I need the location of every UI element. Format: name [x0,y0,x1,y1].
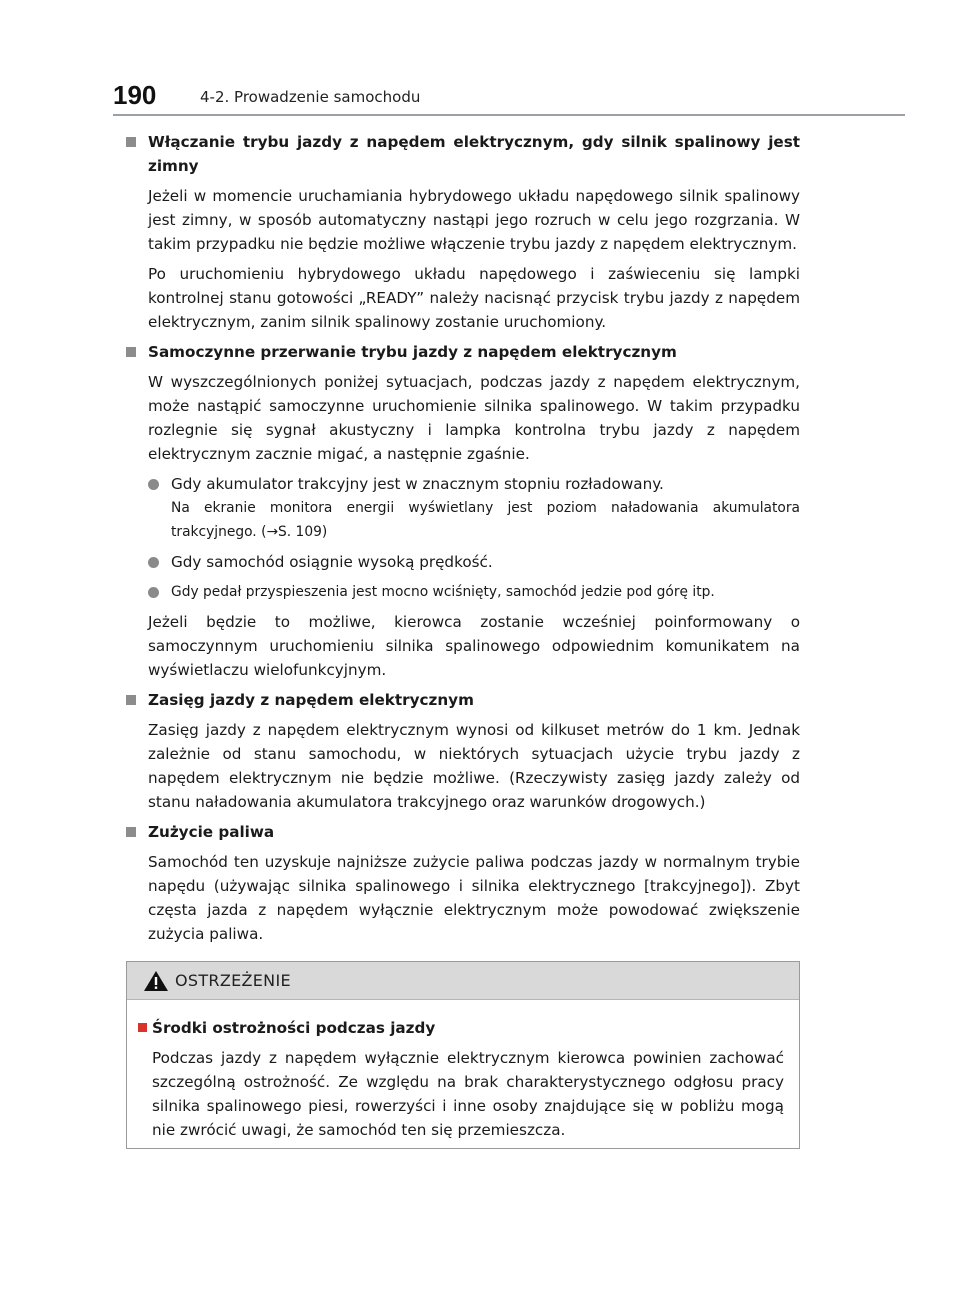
bullet-note: Na ekranie monitora energii wyświetlany jest poziom naładowania akumulatora trakcyjnego. (→S. 109) [171,500,800,540]
warning-title: Środki ostrożności podczas jazdy [152,1019,436,1037]
bullet-item [148,580,800,604]
main-content [126,130,800,952]
warning-box [126,961,800,1149]
bullet-dot-icon [148,479,159,490]
warning-label: OSTRZEŻENIE [175,971,291,990]
bullet-item [148,472,800,544]
bullet-dot-icon [148,587,159,598]
bullet-text: Gdy pedał przyspieszenia jest mocno wciśnięty, samochód jedzie pod górę itp. [171,584,715,600]
section-title: Samoczynne przerwanie trybu jazdy z napędem elektrycznym [148,343,677,361]
chapter-title: 4-2. Prowadzenie samochodu [200,88,421,106]
bullet-text: Gdy akumulator trakcyjny jest w znacznym stopniu rozładowany. [171,475,664,493]
bullet-item [148,550,800,574]
page-header [113,78,905,116]
paragraph: W wyszczególnionych poniżej sytuacjach, podczas jazdy z napędem elektrycznym, może nastąpić samoczynne uruchomienie silnika spalinowego. W takim przypadku rozlegnie się sygnał akustyczny i lampka kontrolna trybu jazdy z napędem elektrycznym zacznie migać, a następnie zgaśnie. [148,373,800,463]
section-square-icon [126,137,136,147]
paragraph: Po uruchomieniu hybrydowego układu napędowego i zaświeceniu się lampki kontrolnej stanu gotowości „READY” należy nacisnąć przycisk trybu jazdy z napędem elektrycznym, zanim silnik spalinowy zostanie uruchomiony. [148,265,800,331]
section-title: Zużycie paliwa [148,823,275,841]
section-ev-auto-cancel [126,340,800,682]
paragraph: Zasięg jazdy z napędem elektrycznym wynosi od kilkuset metrów do 1 km. Jednak zależnie od stanu samochodu, w niektórych sytuacjach użycie trybu jazdy z napędem elektrycznym nie będzie możliwe. (Rzeczywisty zasięg jazdy zależy od stanu naładowania akumulatora trakcyjnego oraz warunków drogowych.) [148,721,800,811]
paragraph: Samochód ten uzyskuje najniższe zużycie paliwa podczas jazdy w normalnym trybie napędu (używając silnika spalinowego i silnika elektrycznego [trakcyjnego]). Zbyt częsta jazda z napędem wyłącznie elektrycznym może powodować zwiększenie zużycia paliwa. [148,853,800,943]
warning-section [138,1016,784,1142]
section-fuel-consumption [126,820,800,946]
paragraph: Jeżeli będzie to możliwe, kierowca zostanie wcześniej poinformowany o samoczynnym uruchomieniu silnika spalinowego odpowiednim komunikatem na wyświetlaczu wielofunkcyjnym. [148,613,800,679]
section-square-icon [126,827,136,837]
section-square-icon [126,695,136,705]
warning-triangle-icon [143,970,169,996]
section-square-icon [126,347,136,357]
section-title: Włączanie trybu jazdy z napędem elektrycznym, gdy silnik spalinowy jest zimny [148,133,800,175]
paragraph: Jeżeli w momencie uruchamiania hybrydowego układu napędowego silnik spalinowy jest zimny, w sposób automatyczny nastąpi jego rozruch w celu jego rozgrzania. W takim przypadku nie będzie możliwe włączenie trybu jazdy z napędem elektrycznym. [148,187,800,253]
warning-header [127,962,799,1000]
section-ev-range [126,688,800,814]
warning-body [138,1016,784,1148]
bullet-dot-icon [148,557,159,568]
section-title: Zasięg jazdy z napędem elektrycznym [148,691,474,709]
warning-text: Podczas jazdy z napędem wyłącznie elektrycznym kierowca powinien zachować szczególną ostrożność. Ze względu na brak charakterystycznego odgłosu pracy silnika spalinowego piesi, rowerzyści i inne osoby znajdujące się w pobliżu mogą nie zwrócić uwagi, że samochód ten się przemieszcza. [152,1049,784,1139]
section-ev-cold-engine [126,130,800,334]
page-number: 190 [113,80,157,110]
bullet-text: Gdy samochód osiągnie wysoką prędkość. [171,553,493,571]
warning-square-icon [138,1023,147,1032]
